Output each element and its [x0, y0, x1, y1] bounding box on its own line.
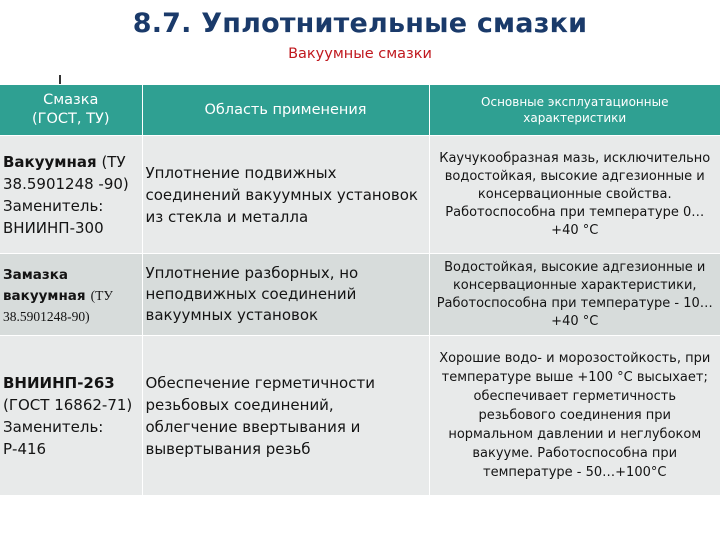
application-cell: Уплотнение разборных, но неподвижных соединений вакуумных установок: [142, 254, 429, 336]
table-row: [0, 136, 720, 254]
header-lubricant: [0, 85, 142, 136]
lubricant-name-cell: [0, 336, 142, 496]
lubricant-spec: (ГОСТ 16862-71) Заменитель: Р-416: [3, 395, 133, 458]
characteristics-cell: Водостойкая, высокие адгезионные и консервационные характеристики, Работоспособна при температуре - 10…+40 °С: [429, 254, 720, 336]
lubricant-name: Замазка вакуумная: [3, 267, 86, 304]
decorative-tick: [59, 75, 61, 84]
characteristics-cell: Хорошие водо- и морозостойкость, при температуре выше +100 °С высыхает; обеспечивает герметичность резьбового соединения при нормальном давлении и неглубоком вакууме. Работоспособна при температуре - 50…+100°С: [429, 336, 720, 496]
lubricant-spec: (ТУ 38.5901248 -90) Заменитель: ВНИИНП-300: [3, 152, 129, 237]
application-cell: Уплотнение подвижных соединений вакуумных установок из стекла и металла: [142, 136, 429, 254]
slide-subtitle: Вакуумные смазки: [288, 46, 432, 62]
header-lubricant-line2: (ГОСТ, ТУ): [32, 111, 110, 127]
header-application: Область применения: [142, 85, 429, 136]
lubricant-name: Вакуумная: [3, 152, 97, 171]
lubricants-table: [0, 85, 720, 496]
table-row: [0, 336, 720, 496]
slide-title: 8.7. Уплотнительные смазки: [132, 8, 588, 39]
lubricant-spec: (ТУ 38.5901248-90): [3, 288, 113, 324]
characteristics-cell: Каучукообразная мазь, исключительно водостойкая, высокие адгезионные и консервационные свойства. Работоспособна при температуре 0…+40 °С: [429, 136, 720, 254]
header-characteristics-line1: Основные эксплуатационные: [481, 95, 669, 109]
lubricant-name-cell: [0, 136, 142, 254]
lubricant-name: ВНИИНП-263: [3, 373, 115, 392]
table-header-row: [0, 85, 720, 136]
application-cell: Обеспечение герметичности резьбовых соединений, облегчение ввертывания и вывертывания резьб: [142, 336, 429, 496]
header-characteristics-line2: характеристики: [523, 111, 627, 125]
header-characteristics: [429, 85, 720, 136]
table-row: [0, 254, 720, 336]
header-lubricant-line1: Смазка: [43, 92, 99, 108]
lubricant-name-cell: [0, 254, 142, 336]
